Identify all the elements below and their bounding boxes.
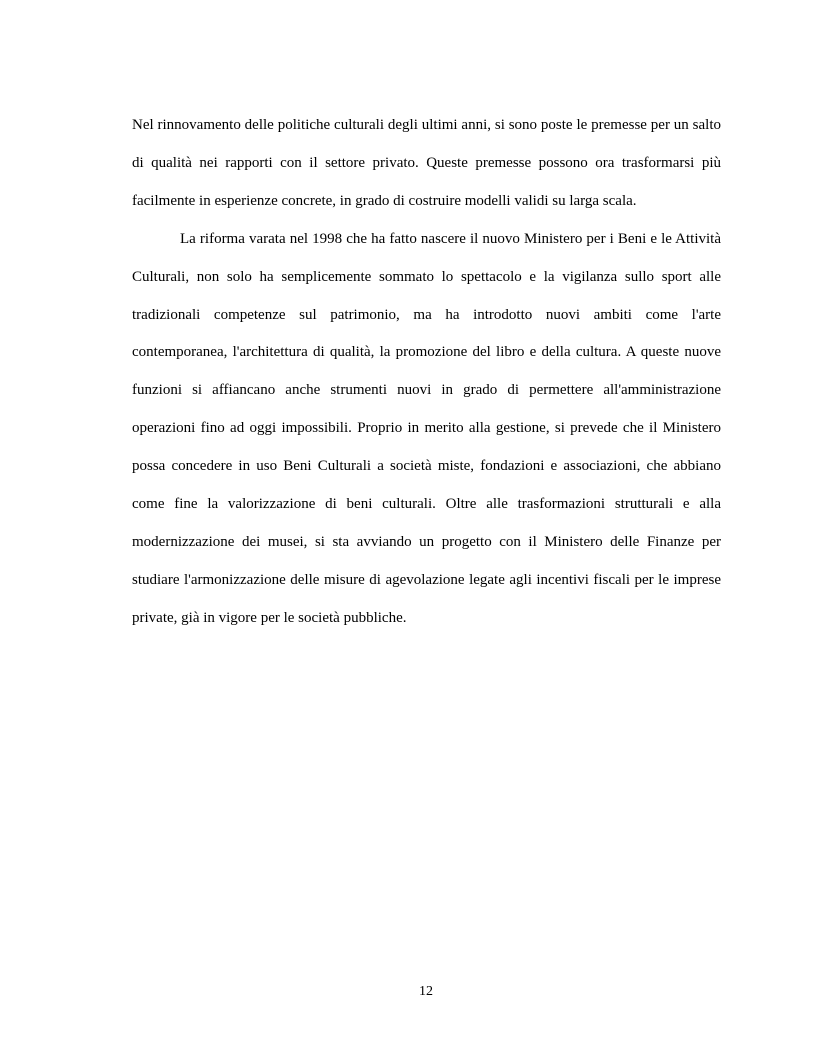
paragraph-2: La riforma varata nel 1998 che ha fatto nascere il nuovo Ministero per i Beni e le Attività Culturali, non solo ha semplicemente sommato lo spettacolo e la vigilanza sullo sport alle tradizionali competenze sul patrimonio, ma ha introdotto nuovi ambiti come l'arte contemporanea, l'architettura di qualità, la promozione del libro e della cultura. A queste nuove funzioni si affiancano anche strumenti nuovi in grado di permettere all'amministrazione operazioni fino ad oggi impossibili. Proprio in merito alla gestione, si prevede che il Ministero possa concedere in uso Beni Culturali a società miste, fondazioni e associazioni, che abbiano come fine la valorizzazione di beni culturali. Oltre alle trasformazioni strutturali e alla modernizzazione dei musei, si sta avviando un progetto con il Ministero delle Finanze per studiare l'armonizzazione delle misure di agevolazione legate agli incentivi fiscali per le imprese private, già in vigore per le società pubbliche.: [132, 230, 721, 626]
page-number: 12: [419, 984, 433, 999]
body-text: [132, 107, 721, 638]
paragraph-1: Nel rinnovamento delle politiche culturali degli ultimi anni, si sono poste le premesse per un salto di qualità nei rapporti con il settore privato. Queste premesse possono ora trasformarsi più facilmente in esperienze concrete, in grado di costruire modelli validi su larga scala.: [132, 117, 721, 209]
